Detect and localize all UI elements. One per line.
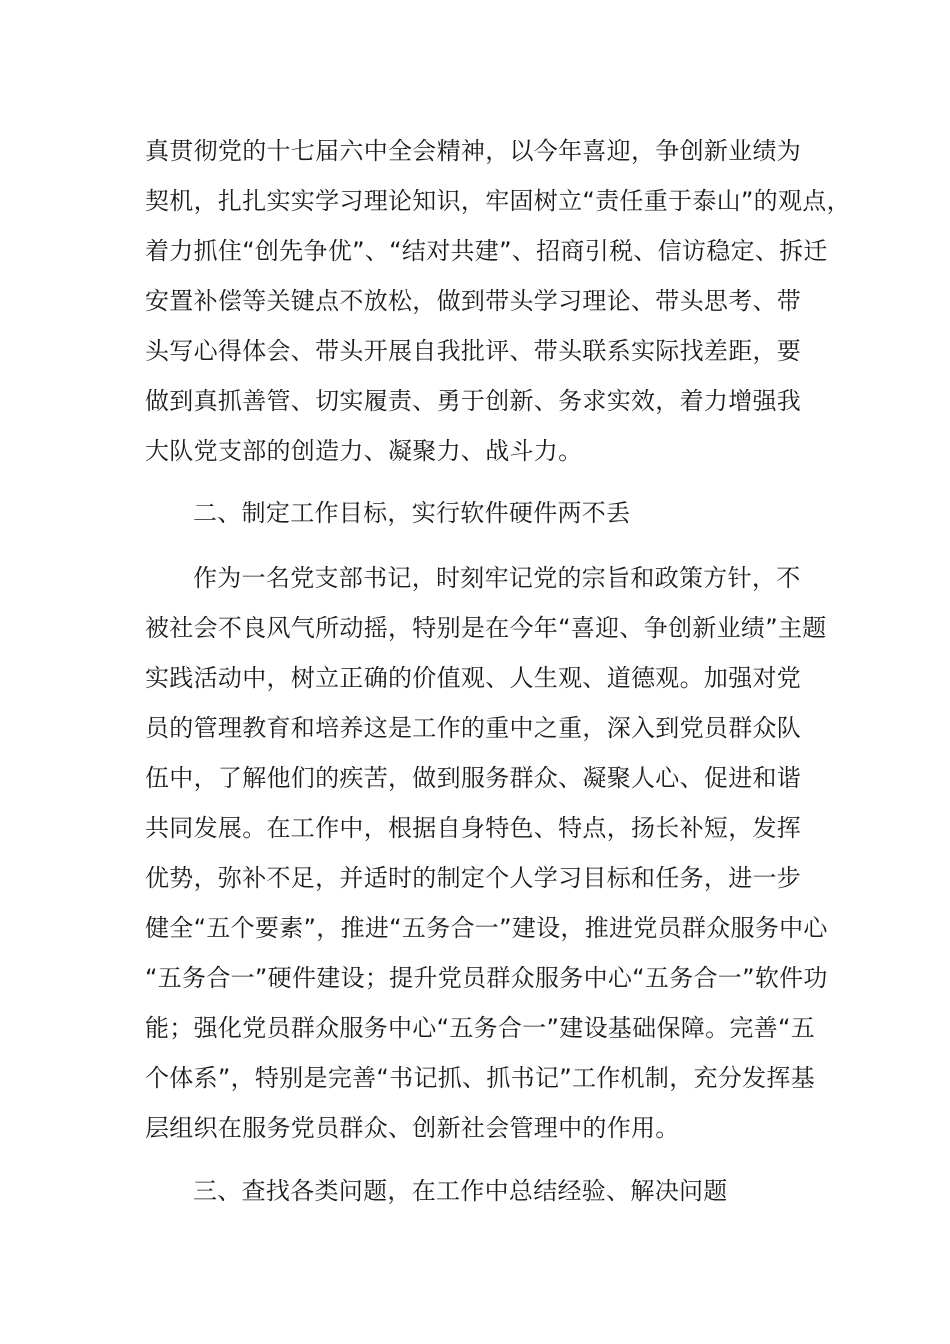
paragraph-2-line-10: 能；强化党员群众服务中心“五务合一”建设基础保障。完善“五 [145, 1014, 815, 1042]
paragraph-2-line-4: 员的管理教育和培养这是工作的重中之重，深入到党员群众队 [145, 714, 802, 742]
paragraph-1-line-4: 安置补偿等关键点不放松，做到带头学习理论、带头思考、带 [145, 287, 802, 315]
paragraph-2-line-1: 作为一名党支部书记，时刻牢记党的宗旨和政策方针，不 [193, 564, 801, 592]
paragraph-2-line-12: 层组织在服务党员群众、创新社会管理中的作用。 [145, 1114, 680, 1142]
paragraph-2-line-6: 共同发展。在工作中，根据自身特色、特点，扬长补短，发挥 [145, 814, 802, 842]
paragraph-2-line-2: 被社会不良风气所动摇，特别是在今年“喜迎、争创新业绩”主题 [145, 614, 827, 642]
paragraph-2-line-11: 个体系”，特别是完善“书记抓、抓书记”工作机制，充分发挥基 [145, 1064, 815, 1092]
paragraph-1-line-7: 大队党支部的创造力、凝聚力、战斗力。 [145, 437, 583, 465]
paragraph-1-line-3: 着力抓住“创先争优”、“结对共建”、招商引税、信访稳定、拆迁 [145, 237, 828, 265]
paragraph-2-line-8: 健全“五个要素”，推进“五务合一”建设，推进党员群众服务中心 [145, 914, 828, 942]
section-heading-3: 三、查找各类问题，在工作中总结经验、解决问题 [193, 1177, 728, 1205]
paragraph-2-line-7: 优势，弥补不足，并适时的制定个人学习目标和任务，进一步 [145, 864, 802, 892]
paragraph-1-line-6: 做到真抓善管、切实履责、勇于创新、务求实效，着力增强我 [145, 387, 802, 415]
paragraph-2-line-9: “五务合一”硬件建设；提升党员群众服务中心“五务合一”软件功 [145, 964, 828, 992]
paragraph-1-line-5: 头写心得体会、带头开展自我批评、带头联系实际找差距，要 [145, 337, 802, 365]
paragraph-1-line-2: 契机，扎扎实实学习理论知识，牢固树立“责任重于泰山”的观点， [145, 187, 851, 215]
paragraph-1-line-1: 真贯彻党的十七届六中全会精神，以今年喜迎，争创新业绩为 [145, 137, 802, 165]
paragraph-2-line-3: 实践活动中，树立正确的价值观、人生观、道德观。加强对党 [145, 664, 802, 692]
section-heading-2: 二、制定工作目标，实行软件硬件两不丢 [193, 499, 631, 527]
paragraph-2-line-5: 伍中，了解他们的疾苦，做到服务群众、凝聚人心、促进和谐 [145, 764, 802, 792]
